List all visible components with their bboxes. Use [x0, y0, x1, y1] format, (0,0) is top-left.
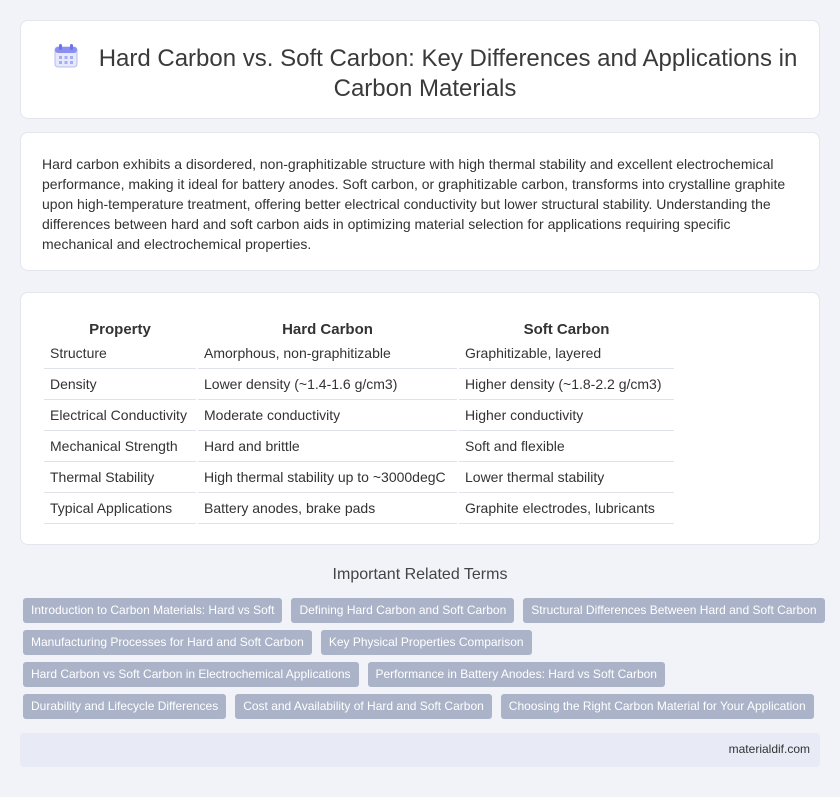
- column-header-property: Property: [89, 321, 151, 338]
- tag-row: [23, 662, 823, 687]
- table-cell: Moderate conductivity: [198, 400, 457, 431]
- tag-row: [23, 630, 823, 655]
- table-row: [44, 338, 674, 369]
- tag-row: [23, 598, 823, 623]
- table-cell: Soft and flexible: [459, 431, 674, 462]
- comparison-table: [42, 314, 676, 524]
- table-row: [44, 369, 674, 400]
- table-cell: Typical Applications: [44, 493, 196, 524]
- related-term-tag[interactable]: Structural Differences Between Hard and Soft Carbon: [523, 598, 824, 623]
- table-cell: Density: [44, 369, 196, 400]
- table-cell: Thermal Stability: [44, 462, 196, 493]
- related-term-tag[interactable]: Manufacturing Processes for Hard and Soft Carbon: [23, 630, 312, 655]
- related-terms-list: [23, 598, 823, 726]
- table-cell: Structure: [44, 338, 196, 369]
- footer: [20, 733, 820, 767]
- table-cell: Higher density (~1.8-2.2 g/cm3): [459, 369, 674, 400]
- comparison-table-card: [20, 292, 820, 545]
- page-title-wrap: [51, 43, 799, 104]
- table-cell: Higher conductivity: [459, 400, 674, 431]
- related-term-tag[interactable]: Key Physical Properties Comparison: [321, 630, 532, 655]
- table-cell: Lower density (~1.4-1.6 g/cm3): [198, 369, 457, 400]
- table-cell: Mechanical Strength: [44, 431, 196, 462]
- related-term-tag[interactable]: Cost and Availability of Hard and Soft Carbon: [235, 694, 492, 719]
- table-row: [44, 400, 674, 431]
- table-cell: Hard and brittle: [198, 431, 457, 462]
- title-card: [20, 20, 820, 119]
- calendar-icon: [53, 43, 79, 69]
- tag-row: [23, 694, 823, 719]
- table-cell: Lower thermal stability: [459, 462, 674, 493]
- table-row: [44, 462, 674, 493]
- table-cell: High thermal stability up to ~3000degC: [198, 462, 457, 493]
- related-term-tag[interactable]: Performance in Battery Anodes: Hard vs Soft Carbon: [368, 662, 665, 687]
- table-header-row: [44, 314, 674, 338]
- related-terms-heading: Important Related Terms: [332, 566, 508, 583]
- table-cell: Graphite electrodes, lubricants: [459, 493, 674, 524]
- column-header-soft-carbon: Soft Carbon: [523, 321, 610, 338]
- related-term-tag[interactable]: Introduction to Carbon Materials: Hard vs Soft: [23, 598, 282, 623]
- column-header-hard-carbon: Hard Carbon: [282, 321, 373, 338]
- table-cell: Graphitizable, layered: [459, 338, 674, 369]
- related-term-tag[interactable]: Durability and Lifecycle Differences: [23, 694, 226, 719]
- intro-card: [20, 132, 820, 271]
- footer-site-link[interactable]: materialdif.com: [728, 742, 810, 756]
- table-row: [44, 431, 674, 462]
- related-term-tag[interactable]: Choosing the Right Carbon Material for Your Application: [501, 694, 814, 719]
- related-term-tag[interactable]: Hard Carbon vs Soft Carbon in Electrochemical Applications: [23, 662, 359, 687]
- intro-paragraph: Hard carbon exhibits a disordered, non-graphitizable structure with high thermal stability and excellent electrochemical performance, making it ideal for battery anodes. Soft carbon, or graphitizable carbon, transforms into crystalline graphite upon high-temperature treatment, offering better electrical conductivity but lower structural stability. Understanding the differences between hard and soft carbon aids in optimizing material selection for applications requiring specific mechanical and electrochemical properties.: [42, 156, 786, 252]
- page-title: Hard Carbon vs. Soft Carbon: Key Differences and Applications in Carbon Materials: [98, 45, 798, 102]
- table-cell: Battery anodes, brake pads: [198, 493, 457, 524]
- related-term-tag[interactable]: Defining Hard Carbon and Soft Carbon: [291, 598, 514, 623]
- table-cell: Electrical Conductivity: [44, 400, 196, 431]
- table-row: [44, 493, 674, 524]
- table-cell: Amorphous, non-graphitizable: [198, 338, 457, 369]
